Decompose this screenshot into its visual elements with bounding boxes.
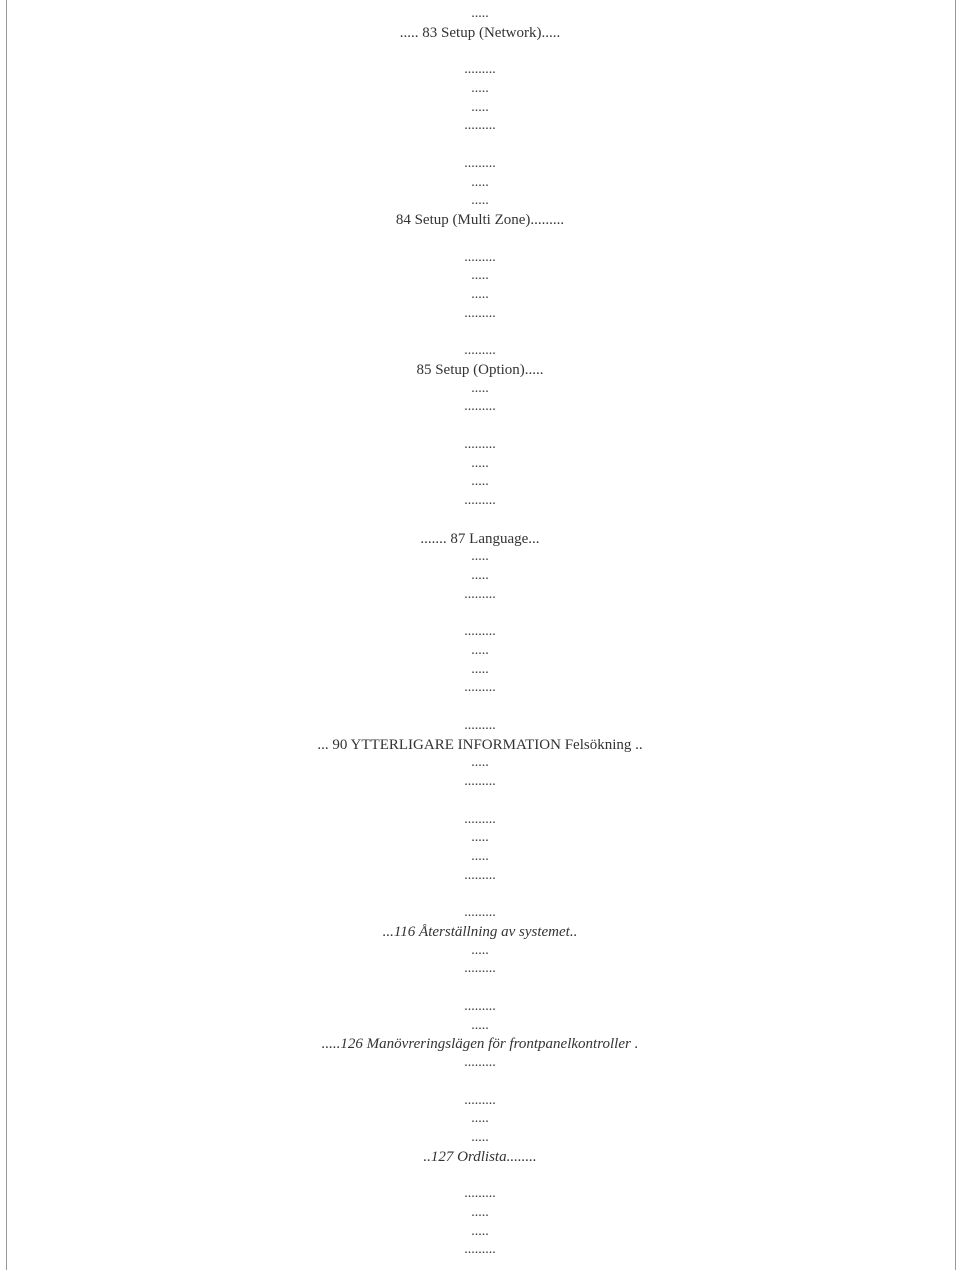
blank-line bbox=[0, 886, 960, 905]
dot-leader-line: ......... bbox=[464, 1242, 496, 1258]
dot-leader-line: ..... bbox=[471, 80, 489, 96]
toc-entry: ... 90 YTTERLIGARE INFORMATION Felsökning .. bbox=[317, 736, 643, 753]
dot-leader-line: ......... bbox=[464, 624, 496, 640]
dot-leader-line: ..... bbox=[471, 6, 489, 21]
dot-leader-line: ......... bbox=[464, 1055, 496, 1071]
dot-leader-line: ..... bbox=[471, 1111, 489, 1127]
toc-entry: 84 Setup (Multi Zone)......... bbox=[395, 212, 565, 229]
dot-leader-line: ......... bbox=[464, 774, 496, 790]
blank-line bbox=[0, 511, 960, 530]
dot-leader-line: ..... bbox=[471, 830, 489, 846]
dot-leader-line: ..... bbox=[471, 455, 489, 471]
dot-leader-line: ......... bbox=[464, 62, 496, 78]
dot-leader-line: ......... bbox=[464, 586, 496, 602]
dot-leader-line: ..... bbox=[471, 755, 489, 771]
dot-leader-line: ..... bbox=[471, 380, 489, 396]
dot-leader-line: ..... bbox=[471, 1017, 489, 1033]
dot-leader-line: ......... bbox=[464, 680, 496, 696]
document-page bbox=[0, 5, 960, 1260]
dot-leader-line: ..... bbox=[471, 268, 489, 284]
dot-leader-line: ......... bbox=[464, 118, 496, 134]
blank-line bbox=[0, 1167, 960, 1186]
blank-line bbox=[0, 323, 960, 342]
dot-leader-line: ..... bbox=[471, 1130, 489, 1146]
blank-line bbox=[0, 417, 960, 436]
dot-leader-line: ..... bbox=[471, 1205, 489, 1220]
dot-leader-line: ......... bbox=[464, 1092, 496, 1108]
dot-leader-line: ..... bbox=[471, 287, 489, 303]
blank-line bbox=[0, 230, 960, 249]
dot-leader-line: ......... bbox=[464, 961, 496, 977]
dot-leader-line: ......... bbox=[464, 305, 496, 321]
dot-leader-line: ..... bbox=[471, 99, 489, 115]
dot-leader-line: ......... bbox=[464, 343, 496, 359]
dot-leader-line: ..... bbox=[471, 1223, 489, 1239]
blank-line bbox=[0, 42, 960, 61]
dot-leader-line: ..... bbox=[471, 193, 489, 209]
dot-leader-line: ......... bbox=[464, 249, 496, 265]
dot-leader-line: ......... bbox=[464, 998, 496, 1014]
blank-line bbox=[0, 136, 960, 155]
toc-entry: 85 Setup (Option)..... bbox=[416, 361, 544, 378]
dot-leader-line: ......... bbox=[464, 905, 496, 921]
dot-leader-line: ......... bbox=[464, 867, 496, 883]
toc-entry: ..... 83 Setup (Network)..... bbox=[399, 24, 561, 41]
dot-leader-line: ..... bbox=[471, 474, 489, 490]
dot-leader-line: ......... bbox=[464, 436, 496, 452]
dot-leader-line: ......... bbox=[464, 399, 496, 415]
toc-entry: ....... 87 Language... bbox=[420, 530, 540, 547]
toc-entry: ...116 Återställning av systemet.. bbox=[382, 923, 578, 940]
dot-leader-line: ..... bbox=[471, 849, 489, 865]
blank-line bbox=[0, 979, 960, 998]
dot-leader-line: ..... bbox=[471, 174, 489, 190]
dot-leader-line: ..... bbox=[471, 642, 489, 658]
dot-leader-line: ......... bbox=[464, 1186, 496, 1202]
blank-line bbox=[0, 698, 960, 717]
dot-leader-line: ..... bbox=[471, 549, 489, 565]
toc-entry: .....126 Manövreringslägen för frontpanelkontroller . bbox=[321, 1036, 639, 1053]
blank-line bbox=[0, 792, 960, 811]
dot-leader-line: ......... bbox=[464, 493, 496, 509]
toc-entry: ..127 Ordlista........ bbox=[423, 1148, 537, 1165]
blank-line bbox=[0, 1073, 960, 1092]
dot-leader-line: ..... bbox=[471, 942, 489, 958]
dot-leader-line: ......... bbox=[464, 155, 496, 171]
dot-leader-line: ..... bbox=[471, 568, 489, 584]
blank-line bbox=[0, 605, 960, 624]
dot-leader-line: ......... bbox=[464, 811, 496, 827]
dot-leader-line: ..... bbox=[471, 661, 489, 677]
dot-leader-line: ......... bbox=[464, 717, 496, 733]
